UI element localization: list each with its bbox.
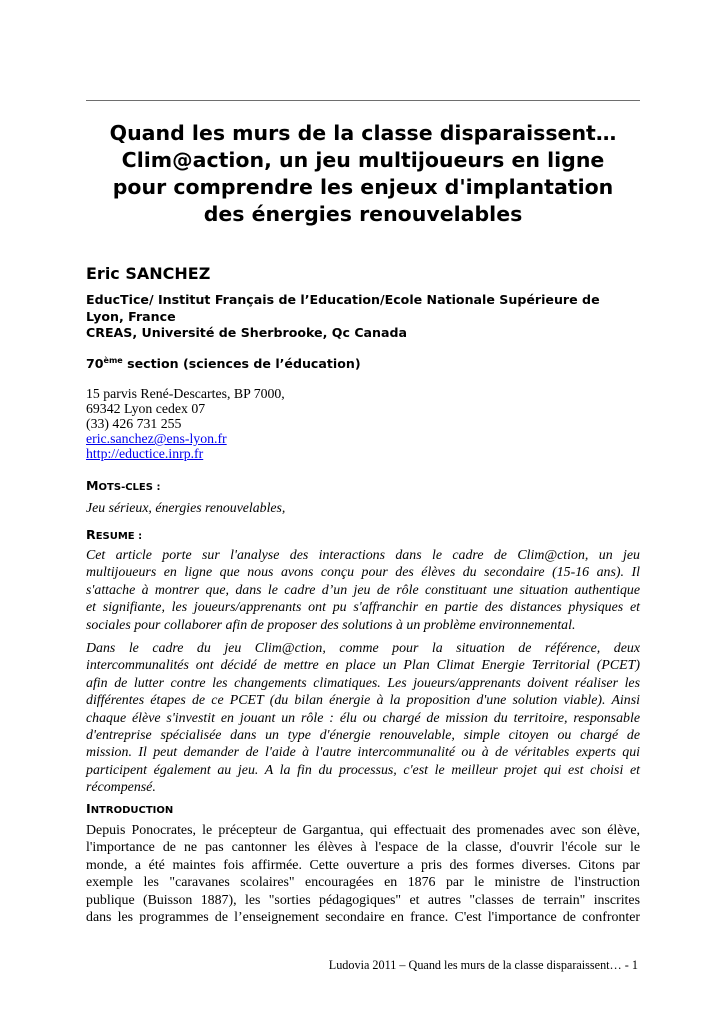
- abstract-paragraph-2: [86, 640, 640, 797]
- text-line: Cet article porte sur l'analyse des interactions dans le cadre de Clim@ction, un jeu: [86, 548, 640, 563]
- address-city: 69342 Lyon cedex 07: [86, 401, 206, 416]
- keywords-text: Jeu sérieux, énergies renouvelables,: [86, 500, 286, 515]
- text-line: participent également au jeu. A la fin du processus, c'est le meilleur projet qui est choisi et: [86, 762, 640, 778]
- text-line: dans les programmes de l’enseignement secondaire en france. C'est l'importance de confronter: [86, 910, 640, 926]
- text-line: sociales pour collaborer afin de proposer des solutions à un problème environnemental.: [86, 617, 576, 633]
- title-line: Clim@action, un jeu multijoueurs en ligne: [121, 148, 605, 172]
- title-line: des énergies renouvelables: [203, 202, 523, 226]
- affiliation-line: Lyon, France: [86, 308, 176, 324]
- cnu-section: [86, 356, 361, 371]
- abstract-paragraph-1: [86, 547, 640, 634]
- text-line: intercommunalités ont décidé de mettre en place un Plan Climat Energie Territorial (PCET): [86, 658, 640, 674]
- affiliation-line: EducTice/ Institut Français de l’Education/Ecole Nationale Supérieure de: [86, 292, 600, 307]
- keywords-heading: MOTS-CLES :: [86, 478, 161, 493]
- text-line: s'attache à montrer que, dans le cadre d’un jeu de rôle constituant une situation authentique: [86, 582, 640, 598]
- address-phone: (33) 426 731 255: [86, 416, 182, 431]
- resume-heading: RESUME :: [86, 527, 143, 542]
- section-number: 70: [86, 356, 104, 371]
- header-rule: [86, 100, 640, 101]
- text-line: monde, a été maintes fois affirmée. Cette ouverture a pris des formes diverses. Citons par: [86, 857, 640, 873]
- introduction-paragraph: [86, 822, 640, 926]
- postal-address: [86, 386, 285, 461]
- text-line: exemple les "caravanes scolaires" encouragées en 1876 par le ministre de l'instruction: [86, 875, 640, 891]
- affiliations: [86, 292, 646, 342]
- text-line: d'entreprise spécialisée dans un type d'énergie renouvelable, simple citoyen ou chargé de: [86, 728, 640, 744]
- text-line: mission. Il peut demander de l'aide à l'autre intercommunalité ou à de véritables experts qui: [86, 745, 640, 761]
- text-line: Depuis Ponocrates, le précepteur de Gargantua, qui effectuait des promenades avec son élève,: [86, 823, 640, 838]
- section-label: section (sciences de l’éducation): [122, 356, 361, 371]
- text-line: afin de lutter contre les changements climatiques. Les joueurs/apprenants doivent réaliser les: [86, 675, 640, 691]
- text-line: chaque élève s'investit en jouant un rôle : élu ou chargé de mission du territoire, responsable: [86, 710, 640, 726]
- author-name: Eric SANCHEZ: [86, 264, 211, 283]
- address-street: 15 parvis René-Descartes, BP 7000,: [86, 386, 285, 401]
- text-line: récompensé.: [86, 780, 156, 796]
- text-line: différentes étapes de ce PCET (du bilan énergie à la proposition d'une solution viable). Ainsi: [86, 693, 640, 709]
- introduction-heading: INTRODUCTION: [86, 801, 174, 816]
- text-line: Dans le cadre du jeu Clim@ction, comme pour la situation de référence, deux: [86, 641, 640, 656]
- paper-title: [86, 120, 640, 228]
- text-line: et signifiante, les joueurs/apprenants ont pu s'affranchir en partie des distances physiques et: [86, 600, 640, 616]
- email-link[interactable]: eric.sanchez@ens-lyon.fr: [86, 431, 227, 446]
- title-line: Quand les murs de la classe disparaissent…: [109, 121, 617, 145]
- page-footer: Ludovia 2011 – Quand les murs de la classe disparaissent… - 1: [328, 958, 638, 972]
- text-line: publique (Buisson 1887), les "sorties pédagogiques" et autres "classes de terrain" inscrites: [86, 892, 640, 908]
- affiliation-line: CREAS, Université de Sherbrooke, Qc Canada: [86, 325, 408, 340]
- title-line: pour comprendre les enjeux d'implantation: [112, 175, 614, 199]
- section-superscript: ème: [103, 356, 123, 365]
- text-line: multijoueurs en ligne que nous avons conçu pour des élèves du secondaire (15-16 ans). Il: [86, 565, 640, 581]
- text-line: l'importance de ne pas cantonner les élèves à l'espace de la classe, d'ouvrir l'école sur le: [86, 840, 640, 856]
- website-link[interactable]: http://eductice.inrp.fr: [86, 446, 204, 461]
